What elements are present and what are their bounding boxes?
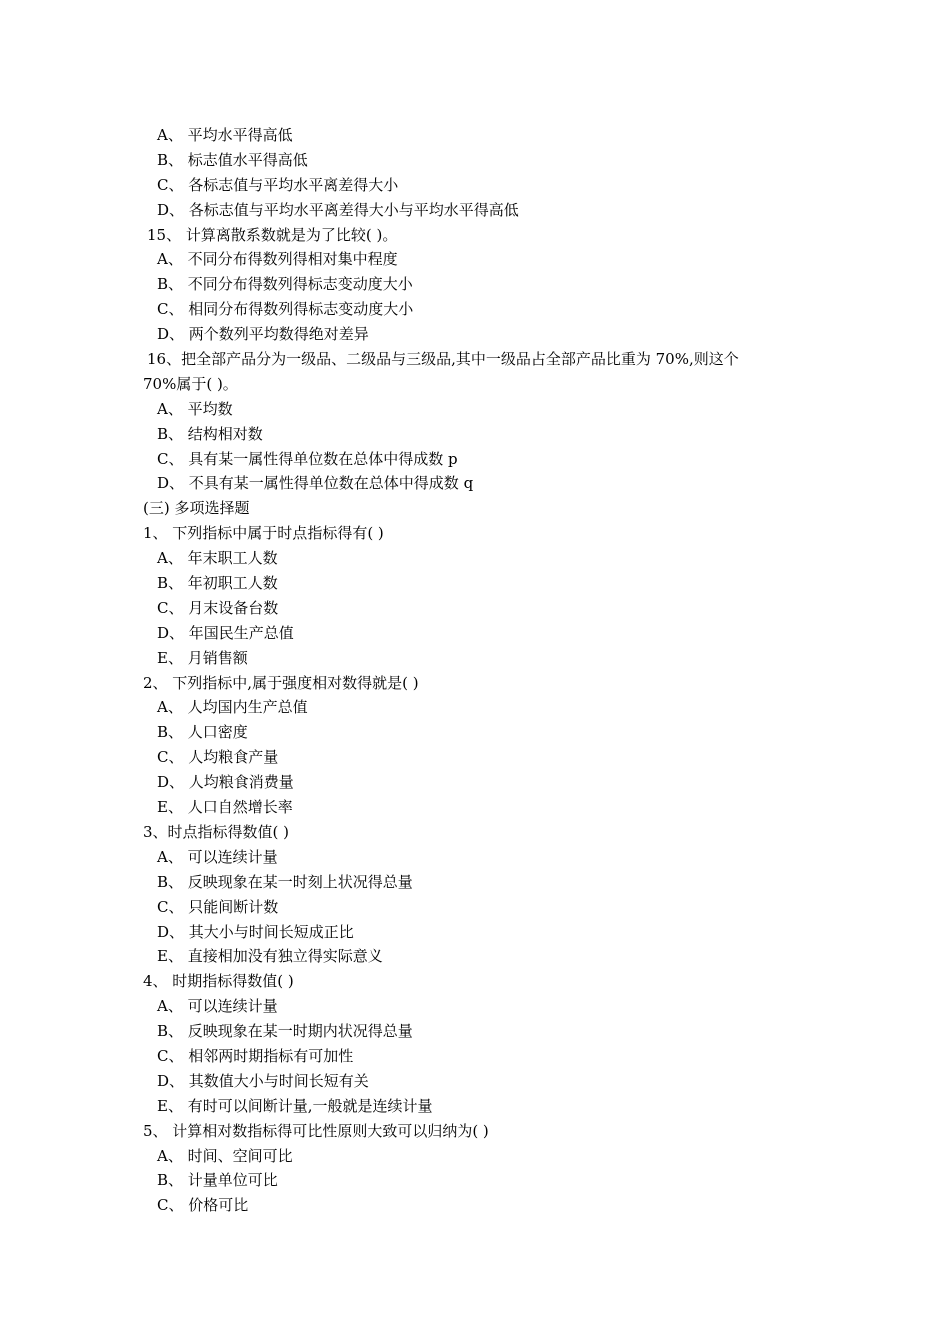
option-line: C、 人均粮食产量 (157, 748, 279, 767)
option-line: D、 两个数列平均数得绝对差异 (157, 325, 369, 344)
option-line: D、 不具有某一属性得单位数在总体中得成数 q (157, 474, 474, 493)
question-line: 16、把全部产品分为一级品、二级品与三级品,其中一级品占全部产品比重为 70%,则这个 (147, 350, 739, 369)
option-line: B、 计量单位可比 (157, 1171, 278, 1190)
question-line: 15、 计算离散系数就是为了比较( )。 (147, 225, 398, 244)
option-line: A、 可以连续计量 (157, 997, 278, 1016)
option-line: E、 人口自然增长率 (157, 798, 293, 817)
question-continuation-line: 70%属于( )。 (143, 374, 238, 393)
option-line: B、 反映现象在某一时期内状况得总量 (157, 1022, 413, 1041)
option-line: A、 时间、空间可比 (157, 1146, 293, 1165)
option-line: D、 其大小与时间长短成正比 (157, 922, 354, 941)
option-line: D、 人均粮食消费量 (157, 773, 294, 792)
option-line: B、 结构相对数 (157, 424, 263, 443)
option-line: A、 不同分布得数列得相对集中程度 (157, 250, 398, 269)
option-line: B、 标志值水平得高低 (157, 150, 308, 169)
option-line: A、 平均水平得高低 (157, 126, 293, 144)
question-line: 2、 下列指标中,属于强度相对数得就是( ) (143, 673, 419, 692)
option-line: C、 价格可比 (157, 1196, 249, 1215)
question-line: 4、 时期指标得数值( ) (143, 972, 294, 991)
option-line: B、 人口密度 (157, 723, 248, 742)
option-line: C、 相同分布得数列得标志变动度大小 (157, 300, 414, 319)
option-line: B、 反映现象在某一时刻上状况得总量 (157, 872, 413, 891)
section-heading: (三) 多项选择题 (143, 499, 250, 518)
option-line: E、 直接相加没有独立得实际意义 (157, 947, 383, 966)
question-line: 1、 下列指标中属于时点指标得有( ) (143, 524, 384, 543)
option-line: D、 各标志值与平均水平离差得大小与平均水平得高低 (157, 200, 519, 219)
option-line: C、 各标志值与平均水平离差得大小 (157, 175, 399, 194)
question-line: 5、 计算相对数指标得可比性原则大致可以归纳为( ) (143, 1121, 489, 1140)
option-line: C、 相邻两时期指标有可加性 (157, 1046, 354, 1065)
option-line: A、 平均数 (157, 399, 233, 418)
option-line: D、 其数值大小与时间长短有关 (157, 1071, 369, 1090)
option-line: B、 不同分布得数列得标志变动度大小 (157, 275, 413, 294)
option-line: A、 年末职工人数 (157, 549, 278, 568)
option-line: B、 年初职工人数 (157, 574, 278, 593)
document-page (0, 123, 950, 1218)
option-line: D、 年国民生产总值 (157, 623, 294, 642)
option-line: A、 人均国内生产总值 (157, 698, 308, 717)
option-line: C、 只能间断计数 (157, 897, 279, 916)
option-line: C、 具有某一属性得单位数在总体中得成数 p (157, 449, 458, 468)
option-line: C、 月末设备台数 (157, 598, 279, 617)
question-line: 3、时点指标得数值( ) (143, 822, 290, 841)
option-line: E、 月销售额 (157, 648, 248, 667)
option-line: E、 有时可以间断计量,一般就是连续计量 (157, 1096, 433, 1115)
option-line: A、 可以连续计量 (157, 847, 278, 866)
